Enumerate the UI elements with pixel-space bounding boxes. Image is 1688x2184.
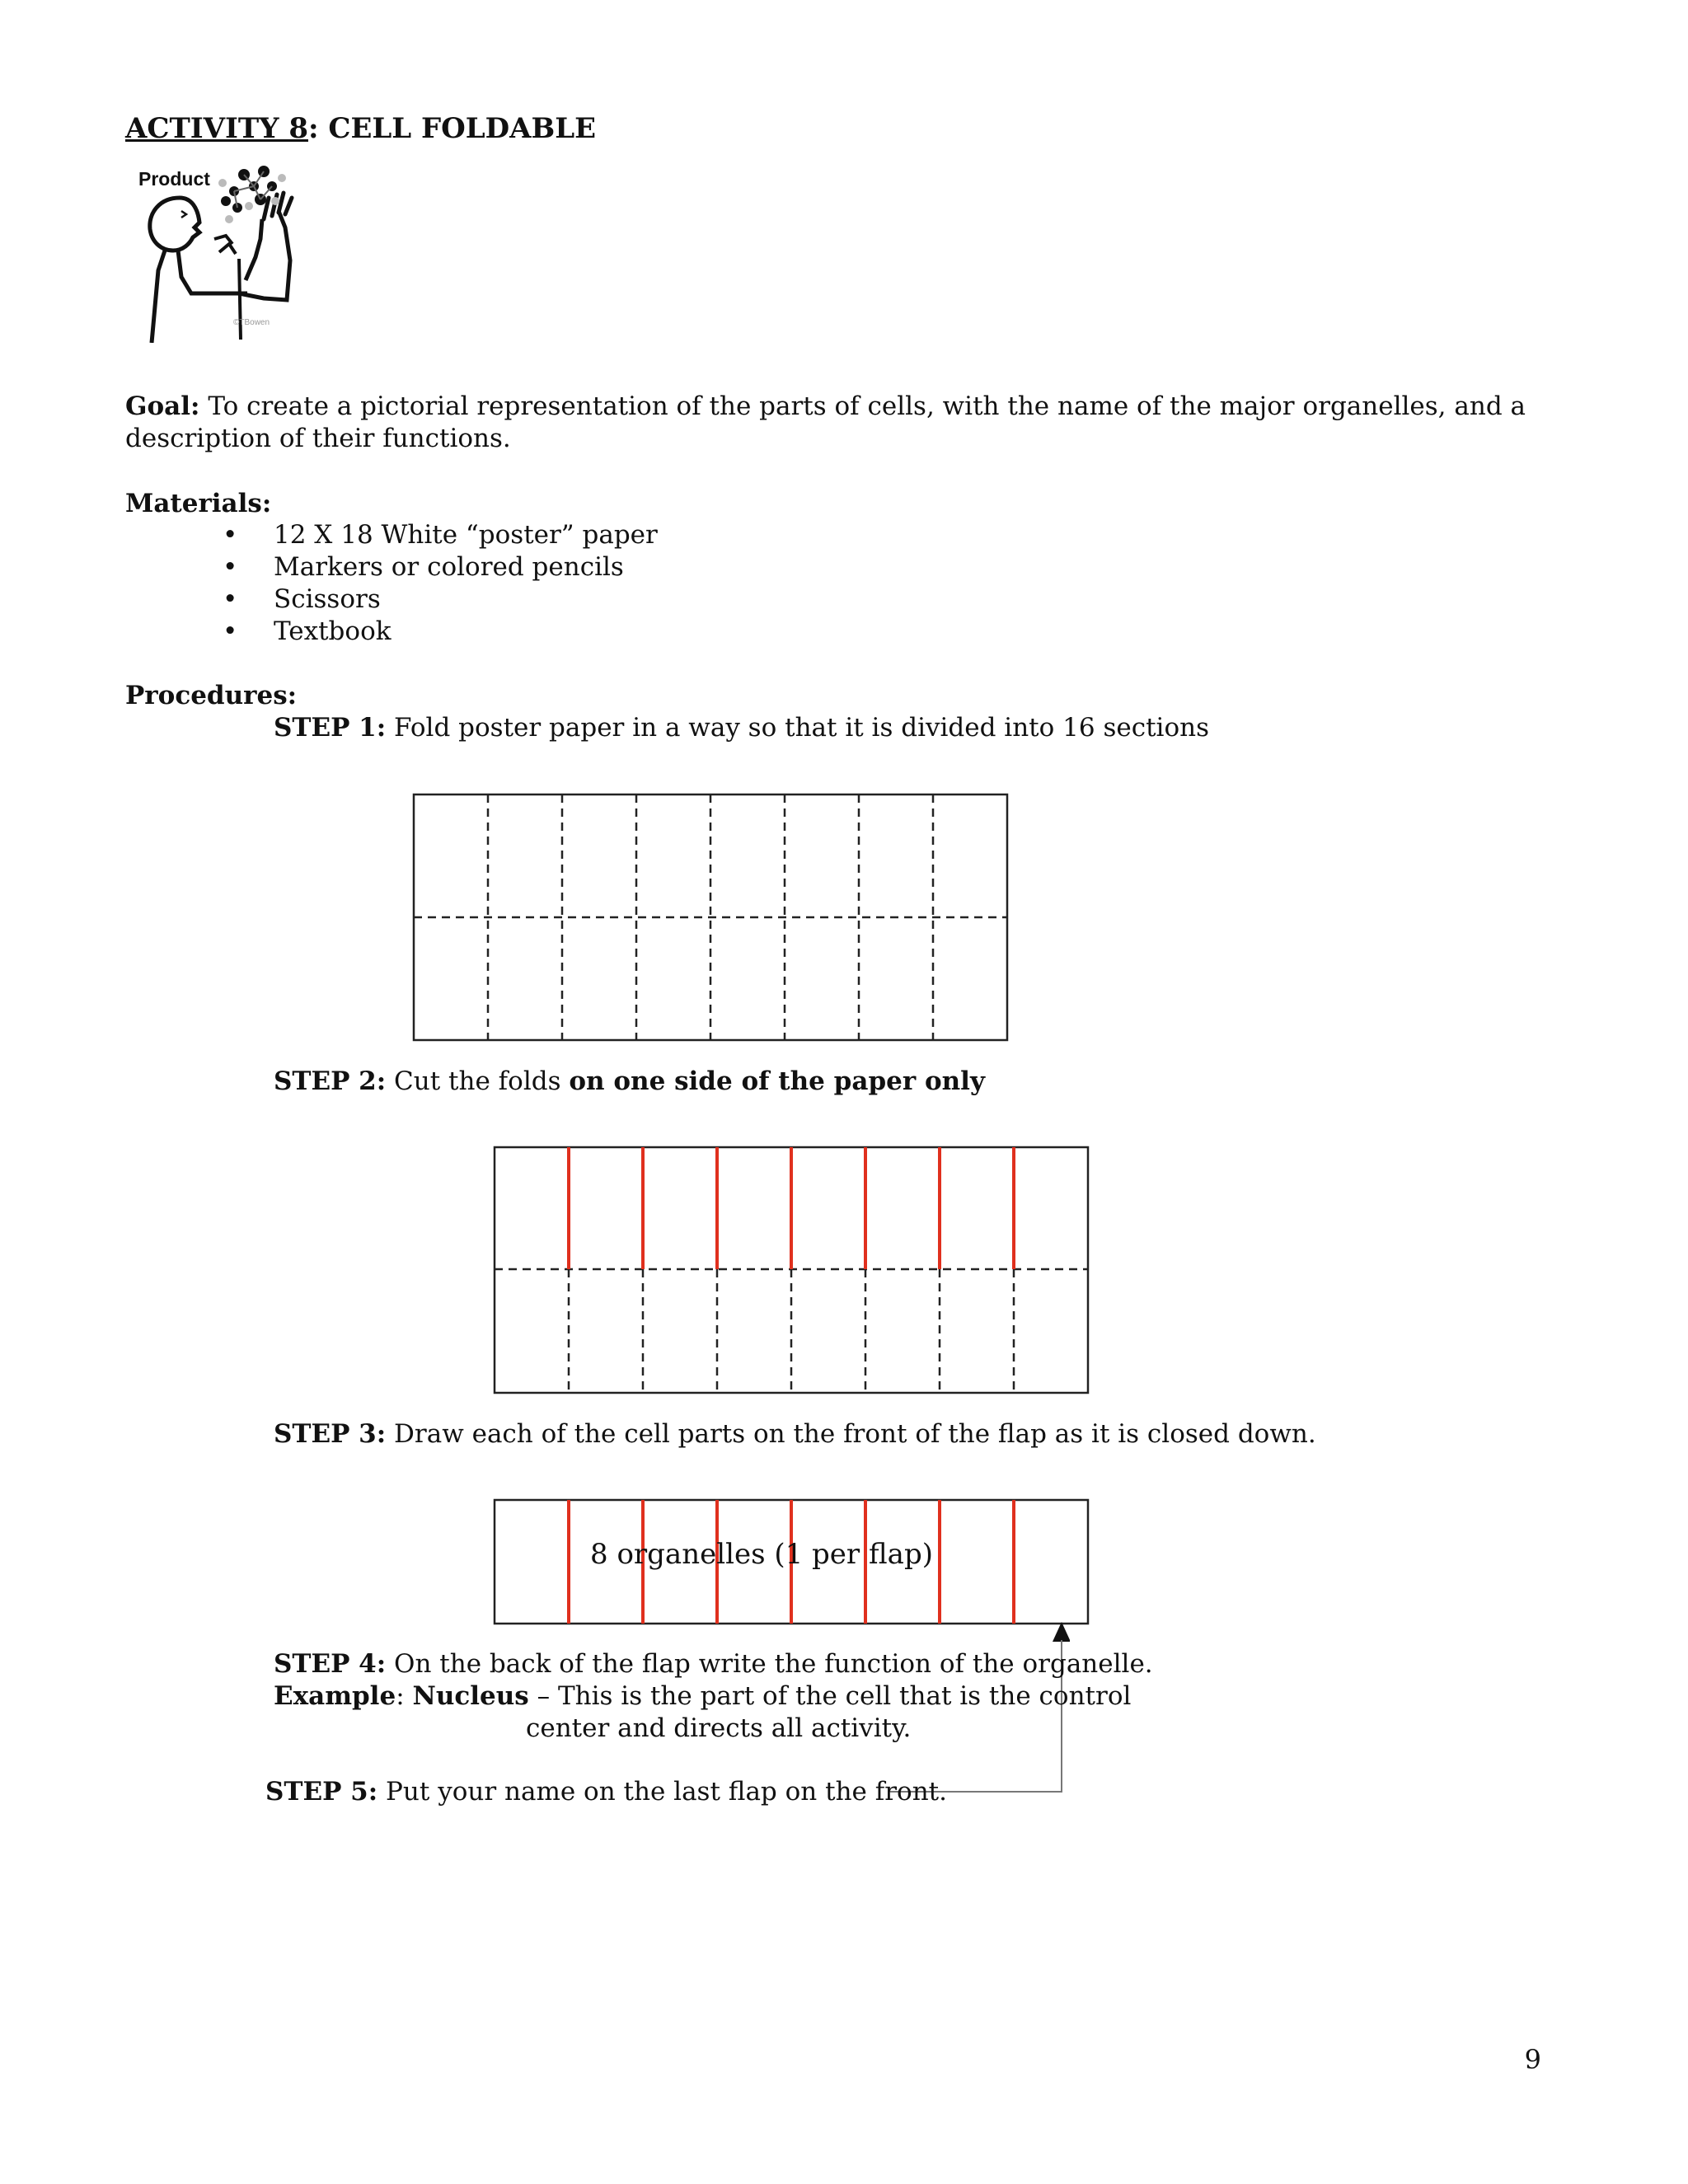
vertical-fold-lines — [569, 1269, 1014, 1393]
goal-text: To create a pictorial representation of the parts of cells, with the name of the major organelles, and a description of their functions. — [125, 391, 1526, 453]
organelles-flap-label: 8 organelles (1 per flap) — [590, 1538, 933, 1571]
step5-label: STEP 5: — [265, 1777, 378, 1807]
step2-body: Cut the folds — [386, 1066, 570, 1096]
procedures-label: Procedures: — [125, 681, 298, 710]
goal-label: Goal: — [125, 391, 200, 421]
page-number: 9 — [1524, 2044, 1541, 2075]
step2-text — [274, 1065, 985, 1098]
step1-body: Fold poster paper in a way so that it is divided into 16 sections — [386, 713, 1209, 743]
step4-text — [274, 1647, 1153, 1680]
activity-label: ACTIVITY 8 — [125, 112, 308, 145]
step1-text — [274, 711, 1209, 744]
cut-lines — [569, 1147, 1014, 1269]
step4-label: STEP 4: — [274, 1649, 387, 1679]
step3-text — [274, 1418, 1316, 1451]
example-text — [274, 1680, 1131, 1713]
step4-body: On the back of the flap write the function of the organelle. — [386, 1649, 1153, 1679]
activity-title-rest: : CELL FOLDABLE — [308, 112, 597, 145]
example-label: Example — [274, 1681, 396, 1711]
example-body-line2: center and directs all activity. — [526, 1713, 912, 1743]
materials-list — [223, 519, 658, 648]
example-body-line1: – This is the part of the cell that is the control — [528, 1681, 1132, 1711]
materials-label: Materials: — [125, 489, 272, 518]
step2-cut-diagram — [493, 1146, 1090, 1394]
step3-body: Draw each of the cell parts on the front of the flap as it is closed down. — [386, 1419, 1316, 1449]
step2-emphasis: on one side of the paper only — [569, 1066, 985, 1096]
step1-fold-diagram — [412, 793, 1009, 1042]
arrow-head — [1053, 1622, 1070, 1642]
step1-label: STEP 1: — [274, 713, 387, 743]
list-item: • Textbook — [223, 616, 658, 648]
example-sep: : — [396, 1681, 413, 1711]
list-item: • Scissors — [223, 583, 658, 616]
step5-text — [265, 1775, 947, 1808]
step5-body: Put your name on the last flap on the front. — [377, 1777, 947, 1807]
step3-label: STEP 3: — [274, 1419, 387, 1449]
goal-paragraph — [125, 391, 1576, 455]
list-item: • 12 X 18 White “poster” paper — [223, 519, 658, 551]
product-person-icon — [140, 162, 321, 343]
example-term: Nucleus — [412, 1681, 529, 1711]
product-watermark: ©TBowen — [233, 318, 270, 327]
step2-label: STEP 2: — [274, 1066, 387, 1096]
activity-title — [125, 112, 596, 145]
list-item: • Markers or colored pencils — [223, 551, 658, 583]
product-label: Product — [138, 168, 210, 190]
